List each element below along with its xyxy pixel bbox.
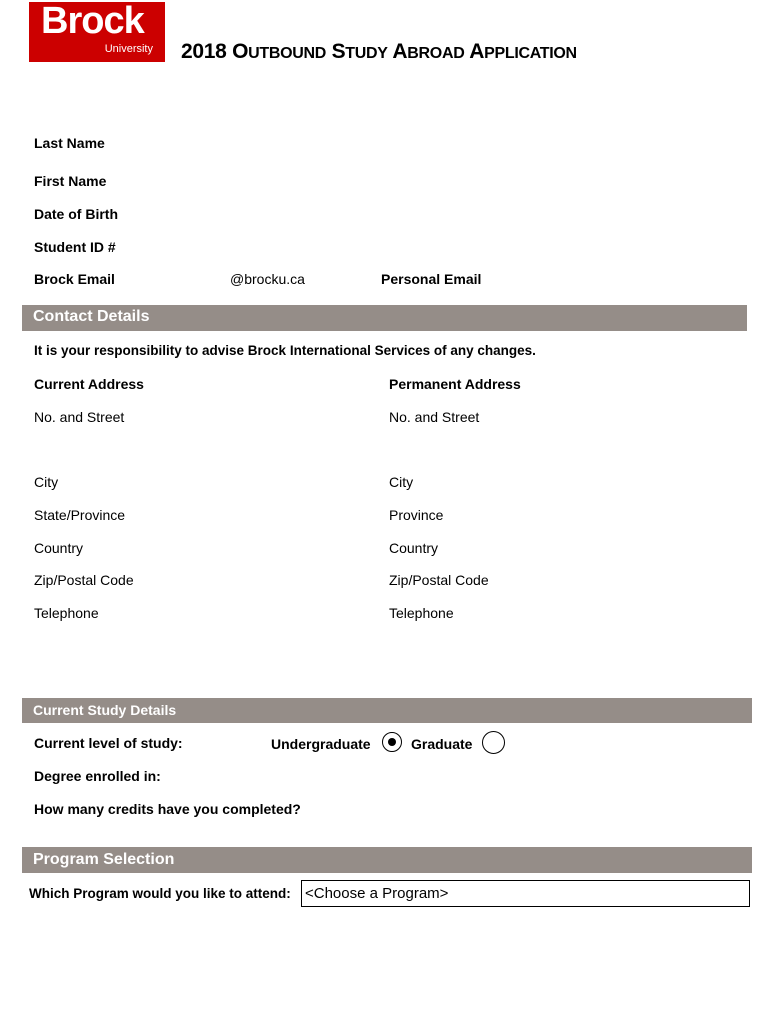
permanent-street-label: No. and Street [389, 409, 480, 425]
contact-notice: It is your responsibility to advise Brock International Services of any changes. [34, 343, 536, 358]
current-country-label: Country [34, 540, 84, 556]
dob-label: Date of Birth [34, 206, 118, 222]
study-level-label: Current level of study: [34, 735, 183, 751]
title-w4-cap: A [469, 40, 485, 63]
permanent-zip-label: Zip/Postal Code [389, 572, 489, 588]
program-question-label: Which Program would you like to attend: [29, 886, 291, 901]
contact-details-header [22, 305, 747, 331]
student-id-label: Student ID # [34, 239, 116, 255]
contact-details-title: Contact Details [33, 308, 150, 325]
graduate-radio[interactable] [482, 731, 505, 754]
radio-selected-dot [388, 738, 396, 746]
current-street-label: No. and Street [34, 409, 125, 425]
current-zip-label: Zip/Postal Code [34, 572, 134, 588]
current-state-label: State/Province [34, 507, 126, 523]
undergraduate-label: Undergraduate [271, 736, 371, 752]
graduate-label: Graduate [411, 736, 473, 752]
degree-label: Degree enrolled in: [34, 768, 161, 784]
permanent-address-header: Permanent Address [389, 376, 521, 392]
brock-email-label: Brock Email [34, 271, 115, 287]
title-w3-rest: BROAD [407, 45, 465, 62]
credits-label: How many credits have you completed? [34, 801, 301, 817]
current-address-header: Current Address [34, 376, 144, 392]
first-name-label: First Name [34, 173, 107, 189]
program-selection-title: Program Selection [33, 851, 175, 868]
program-select-value: <Choose a Program> [305, 885, 449, 902]
permanent-phone-label: Telephone [389, 605, 454, 621]
current-phone-label: Telephone [34, 605, 99, 621]
permanent-province-label: Province [389, 507, 444, 523]
logo-subtitle: University [104, 43, 153, 55]
program-select[interactable] [301, 880, 750, 907]
title-w2-cap: S [331, 40, 346, 63]
title-w4-rest: PPLICATION [484, 45, 577, 62]
title-w2-rest: TUDY [345, 45, 388, 62]
permanent-city-label: City [389, 474, 414, 490]
last-name-label: Last Name [34, 135, 105, 151]
permanent-country-label: Country [389, 540, 439, 556]
study-details-title: Current Study Details [33, 702, 177, 718]
title-w3-cap: A [392, 40, 408, 63]
personal-email-label: Personal Email [381, 271, 482, 287]
undergraduate-radio[interactable] [382, 732, 402, 752]
brock-email-suffix: @brocku.ca [230, 271, 305, 287]
title-year: 2018 [181, 40, 227, 63]
brock-logo [29, 2, 165, 62]
title-w1-cap: O [232, 40, 249, 63]
logo-wordmark: Brock [41, 0, 144, 42]
program-selection-header [22, 847, 752, 873]
page-title [181, 40, 577, 64]
title-w1-rest: UTBOUND [248, 45, 327, 62]
current-city-label: City [34, 474, 59, 490]
study-details-header [22, 698, 752, 723]
